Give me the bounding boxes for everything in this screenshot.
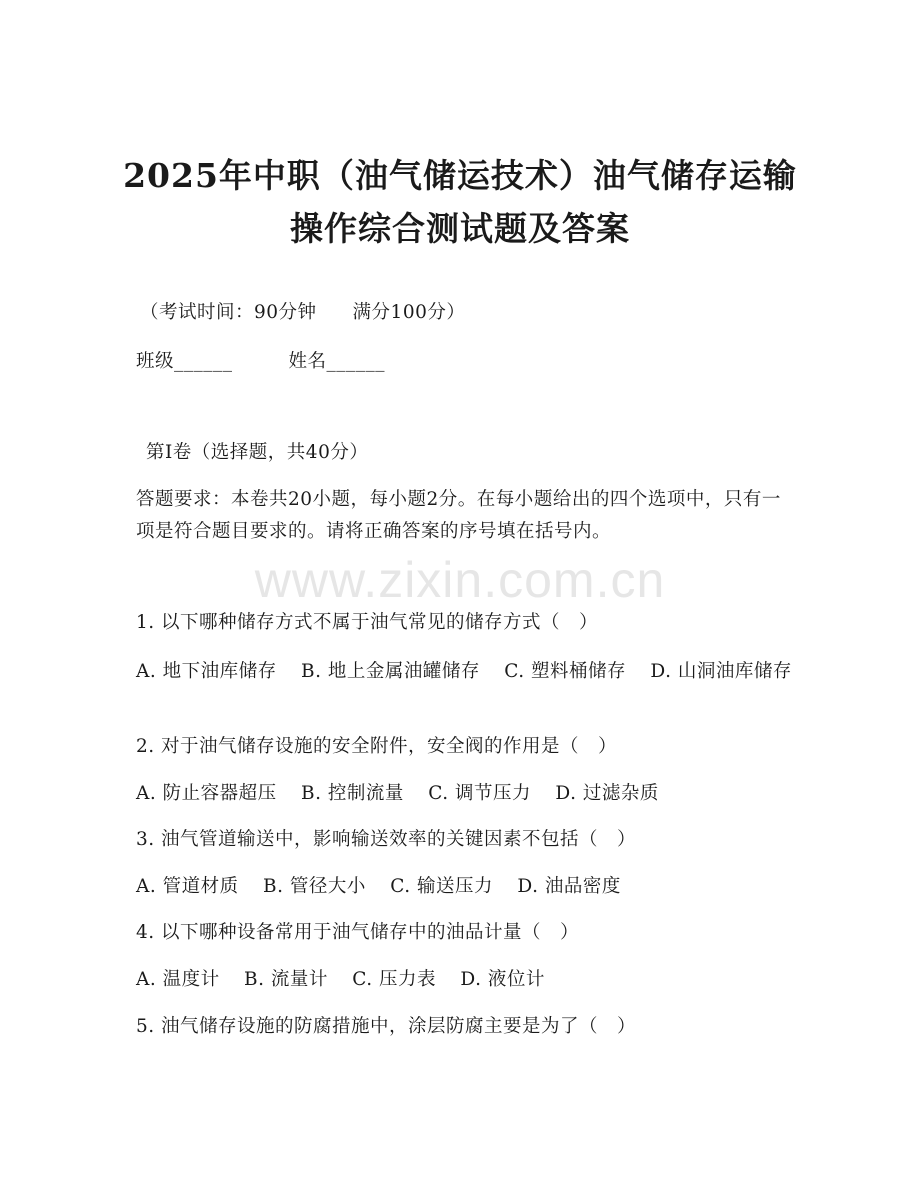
question-2-option-b: B. 控制流量 [301,783,404,804]
question-1-option-b: B. 地上金属油罐储存 [301,661,480,682]
exam-meta [140,299,465,327]
answer-instructions: 答题要求：本卷共20小题，每小题2分。在每小题给出的四个选项中，只有一项是符合题目要求的。请将正确答案的序号填在括号内。 [136,489,781,542]
full-score: 满分100分） [352,302,466,323]
question-2-option-c: C. 调节压力 [428,783,532,804]
watermark: www.zixin.com.cn [254,552,666,608]
question-4-option-a: A. 温度计 [136,969,220,990]
question-4-options [136,966,545,994]
question-3-options [136,873,621,901]
class-field: 班级______ [136,351,233,372]
question-1-option-a: A. 地下油库储存 [136,661,277,682]
document-title-line-2: 操作综合测试题及答案 [290,209,630,248]
question-5-stem: 5. 油气储存设施的防腐措施中，涂层防腐主要是为了（ ） [136,1016,637,1037]
question-2-options [136,780,659,808]
question-4-option-d: D. 液位计 [460,969,545,990]
document-title-line-1: 2025年中职（油气储运技术）油气储存运输 [123,156,797,195]
question-2-option-a: A. 防止容器超压 [136,783,277,804]
question-4-stem: 4. 以下哪种设备常用于油气储存中的油品计量（ ） [136,922,580,943]
question-1-option-c: C. 塑料桶储存 [504,661,627,682]
exam-time: （考试时间：90分钟 [140,302,317,323]
question-2-stem: 2. 对于油气储存设施的安全附件，安全阀的作用是（ ） [136,736,618,757]
question-2-option-d: D. 过滤杂质 [555,783,659,804]
question-3-option-a: A. 管道材质 [136,876,239,897]
student-info [136,348,385,376]
question-3-stem: 3. 油气管道输送中，影响输送效率的关键因素不包括（ ） [136,829,637,850]
question-1-option-d: D. 山洞油库储存 [650,661,792,682]
question-4-option-b: B. 流量计 [244,969,328,990]
question-1-options [136,656,796,688]
question-3-option-c: C. 输送压力 [390,876,494,897]
question-1-stem: 1. 以下哪种储存方式不属于油气常见的储存方式（ ） [136,612,599,633]
name-field: 姓名______ [288,351,386,372]
question-4-option-c: C. 压力表 [352,969,437,990]
question-3-option-b: B. 管径大小 [263,876,366,897]
question-3-option-d: D. 油品密度 [517,876,621,897]
section-heading: 第I卷（选择题，共40分） [146,442,369,463]
